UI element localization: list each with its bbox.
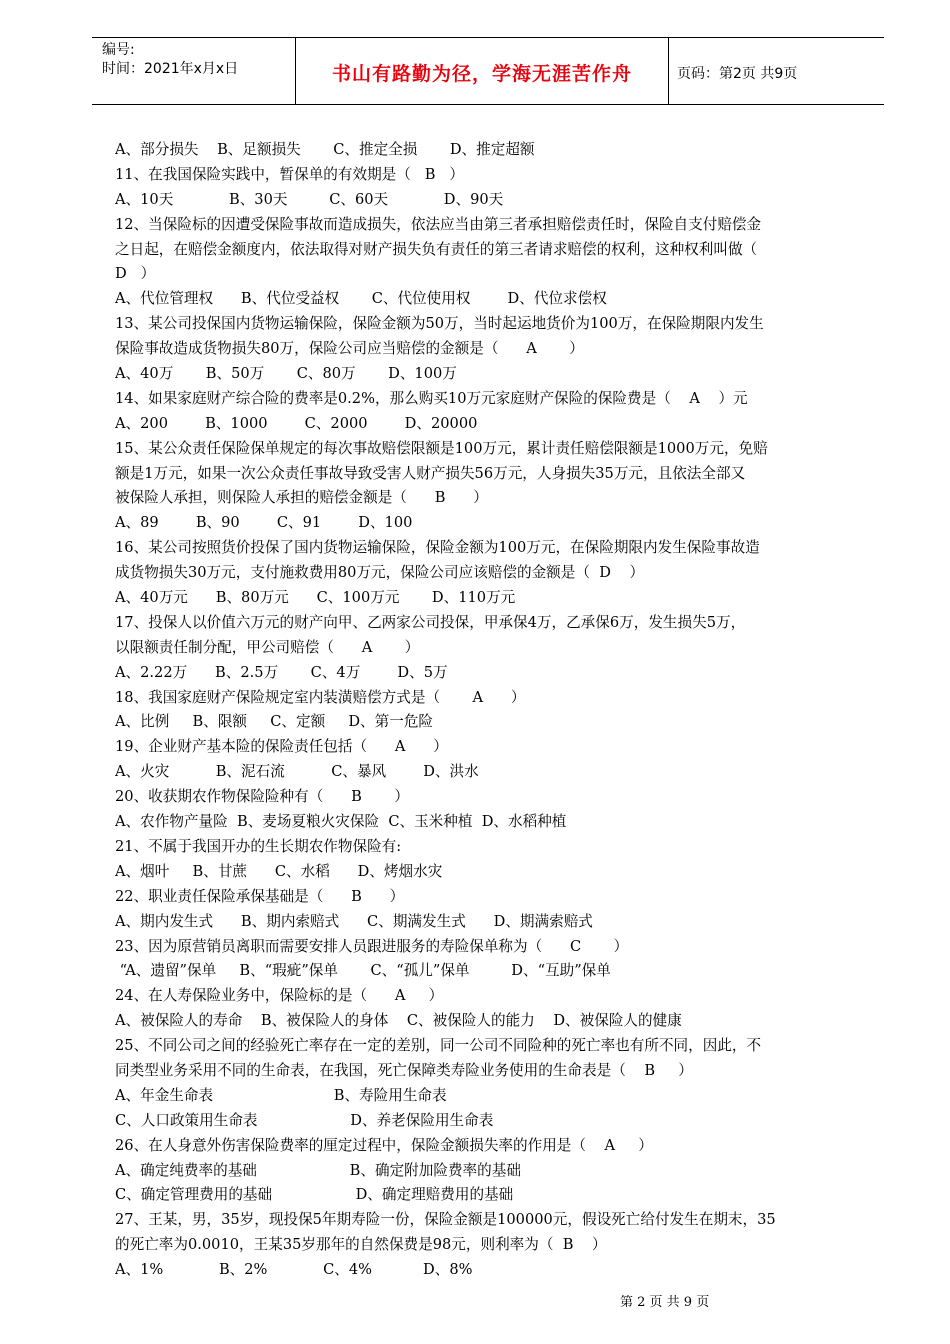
text-line: 19、企业财产基本险的保险责任包括（ A ） <box>115 738 448 756</box>
text-line: 13、某公司投保国内货物运输保险，保险金额为50万，当时起运地货价为100万，在保险期限内发生 <box>115 315 764 333</box>
text-line: 11、在我国保险实践中，暂保单的有效期是（ B ） <box>115 165 465 183</box>
text-line: A、40万 B、50万 C、80万 D、100万 <box>115 365 457 383</box>
text-line: 的死亡率为0.0010，王某35岁那年的自然保费是98元，则利率为（ B ） <box>115 1236 607 1254</box>
header-page-number: 页码：第2页 共9页 <box>677 66 798 82</box>
text-line: “A、遗留”保单 B、“瑕疵”保单 C、“孤儿”保单 D、“互助”保单 <box>115 962 611 980</box>
header-meta <box>102 41 238 79</box>
text-line: A、10天 B、30天 C、60天 D、90天 <box>115 190 504 208</box>
header-top-rule <box>92 37 884 38</box>
text-line: A、部分损失 B、足额损失 C、推定全损 D、推定超额 <box>115 141 535 158</box>
text-line: A、2.22万 B、2.5万 C、4万 D、5万 <box>115 663 448 681</box>
text-line: 17、投保人以价值六万元的财产向甲、乙两家公司投保，甲承保4万，乙承保6万，发生损失5万， <box>115 613 746 631</box>
text-line: A、89 B、90 C、91 D、100 <box>115 514 413 532</box>
text-line: A、代位管理权 B、代位受益权 C、代位使用权 D、代位求偿权 <box>115 290 607 308</box>
text-line: A、被保险人的寿命 B、被保险人的身体 C、被保险人的能力 D、被保险人的健康 <box>115 1012 682 1030</box>
time-label: 时间：2021年x月x日 <box>102 61 239 77</box>
header-bottom-rule <box>92 104 884 105</box>
text-line: 同类型业务采用不同的生命表，在我国，死亡保障类寿险业务使用的生命表是（ B ） <box>115 1061 693 1079</box>
text-line: 26、在人身意外伤害保险费率的厘定过程中，保险金额损失率的作用是（ A ） <box>115 1136 653 1154</box>
text-line: C、人口政策用生命表 D、养老保险用生命表 <box>115 1111 494 1129</box>
text-line: 成货物损失30万元，支付施救费用80万元，保险公司应该赔偿的金额是（ D ） <box>115 564 645 582</box>
text-line: 以限额责任制分配，甲公司赔偿（ A ） <box>115 638 420 656</box>
text-line: D ） <box>115 265 156 283</box>
text-line: A、40万元 B、80万元 C、100万元 D、110万元 <box>115 589 516 607</box>
text-line: 12、当保险标的因遭受保险事故而造成损失，依法应当由第三者承担赔偿责任时，保险自支付赔偿金 <box>115 215 762 233</box>
text-line: 14、如果家庭财产综合险的费率是0.2%，那么购买10万元家庭财产保险的保险费是（ A ）元 <box>115 389 748 407</box>
page-footer: 第 2 页 共 9 页 <box>620 1295 710 1310</box>
text-line: 保险事故造成货物损失80万，保险公司应当赔偿的金额是（ A ） <box>115 340 584 358</box>
text-line: 之日起，在赔偿金额度内，依法取得对财产损失负有责任的第三者请求赔偿的权利，这种权利叫做（ <box>115 240 758 258</box>
text-line: 22、职业责任保险承保基础是（ B ） <box>115 887 405 905</box>
question-list <box>115 138 863 1283</box>
text-line: A、年金生命表 B、寿险用生命表 <box>115 1086 447 1104</box>
text-line: A、烟叶 B、甘蔗 C、水稻 D、烤烟水灾 <box>115 862 443 880</box>
text-line: A、比例 B、限额 C、定额 D、第一危险 <box>115 713 434 731</box>
text-line: A、农作物产量险 B、麦场夏粮火灾保险 C、玉米种植 D、水稻种植 <box>115 813 567 831</box>
text-line: 27、王某，男，35岁，现投保5年期寿险一份，保险金额是100000元，假设死亡给付发生在期末，35 <box>115 1211 776 1229</box>
text-line: 16、某公司按照货价投保了国内货物运输保险，保险金额为100万元，在保险期限内发生保险事故造 <box>115 539 760 557</box>
text-line: 18、我国家庭财产保险规定室内装潢赔偿方式是（ A ） <box>115 688 526 706</box>
text-line: 21、不属于我国开办的生长期农作物保险有: <box>115 837 402 855</box>
page-header <box>92 37 884 105</box>
serial-label: 编号: <box>102 42 135 58</box>
text-line: 20、收获期农作物保险险种有（ B ） <box>115 788 409 806</box>
text-line: 额是1万元，如果一次公众责任事故导致受害人财产损失56万元，人身损失35万元，且依法全部又 <box>115 464 746 482</box>
text-line: A、确定纯费率的基础 B、确定附加险费率的基础 <box>115 1161 521 1179</box>
text-line: A、期内发生式 B、期内索赔式 C、期满发生式 D、期满索赔式 <box>115 912 593 930</box>
text-line: 15、某公众责任保险保单规定的每次事故赔偿限额是100万元，累计责任赔偿限额是1000万元，免赔 <box>115 439 768 457</box>
text-line: 被保险人承担，则保险人承担的赔偿金额是（ B ） <box>115 489 488 507</box>
text-line: A、1% B、2% C、4% D、8% <box>115 1261 473 1279</box>
header-motto: 书山有路勤为径，学海无涯苦作舟 <box>331 63 632 85</box>
text-line: C、确定管理费用的基础 D、确定理赔费用的基础 <box>115 1186 514 1204</box>
text-line: A、200 B、1000 C、2000 D、20000 <box>115 414 478 432</box>
header-divider-right <box>668 37 669 105</box>
text-line: 24、在人寿保险业务中，保险标的是（ A ） <box>115 987 444 1005</box>
text-line: 23、因为原营销员离职而需要安排人员跟进服务的寿险保单称为（ C ） <box>115 937 629 955</box>
text-line: 25、不同公司之间的经验死亡率存在一定的差别，同一公司不同险种的死亡率也有所不同，因此，不 <box>115 1037 762 1055</box>
text-line: A、火灾 B、泥石流 C、暴风 D、洪水 <box>115 763 479 781</box>
